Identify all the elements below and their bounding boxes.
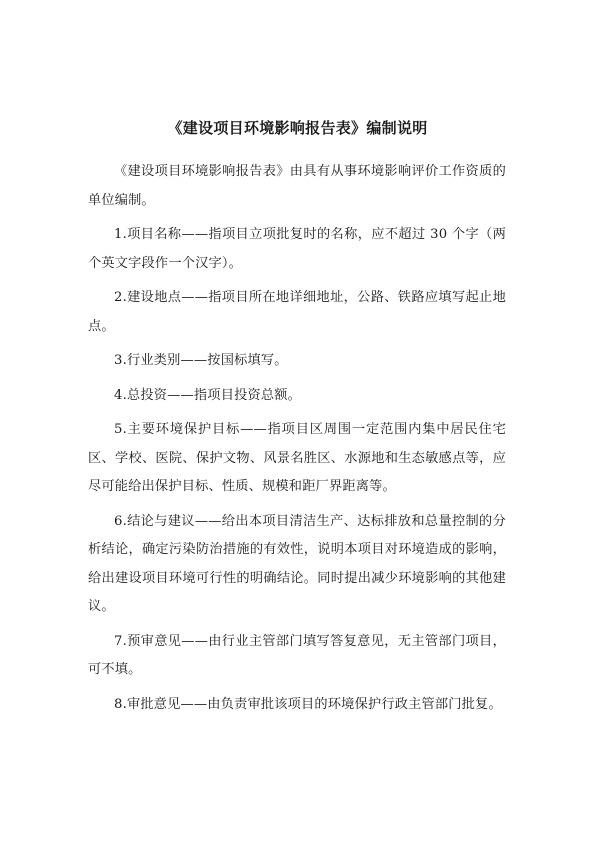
- item-conclusions: 6.结论与建议——给出本项目清洁生产、达标排放和总量控制的分析结论，确定污染防治措施的有效性，说明本项目对环境造成的影响，给出建设项目环境可行性的明确结论。同时提出减少环境影响的其他建议。: [88, 513, 506, 614]
- item-protection-targets: 5.主要环境保护目标——指项目区周围一定范围内集中居民住宅区、学校、医院、保护文物、风景名胜区、水源地和生态敏感点等，应尽可能给出保护目标、性质、规模和距厂界距离等。: [88, 422, 506, 494]
- item-industry-category: 3.行业类别——按国标填写。: [114, 353, 288, 368]
- item-approval-opinion: 8.审批意见——由负责审批该项目的环境保护行政主管部门批复。: [114, 696, 502, 712]
- item-construction-site: 2.建设地点——指项目所在地详细地址，公路、铁路应填写起止地点。: [88, 290, 506, 334]
- document-title: 《建设项目环境影响报告表》编制说明: [167, 119, 428, 137]
- intro-paragraph: 《建设项目环境影响报告表》由具有从事环境影响评价工作资质的单位编制。: [88, 164, 506, 208]
- item-total-investment: 4.总投资——指项目投资总额。: [114, 387, 302, 403]
- document-body: [88, 158, 506, 725]
- item-preliminary-review: 7.预审意见——由行业主管部门填写答复意见，无主管部门项目，可不填。: [88, 633, 506, 677]
- item-project-name: 1.项目名称——指项目立项批复时的名称，应不超过 30 个字（两个英文字段作一个汉字）。: [88, 227, 506, 271]
